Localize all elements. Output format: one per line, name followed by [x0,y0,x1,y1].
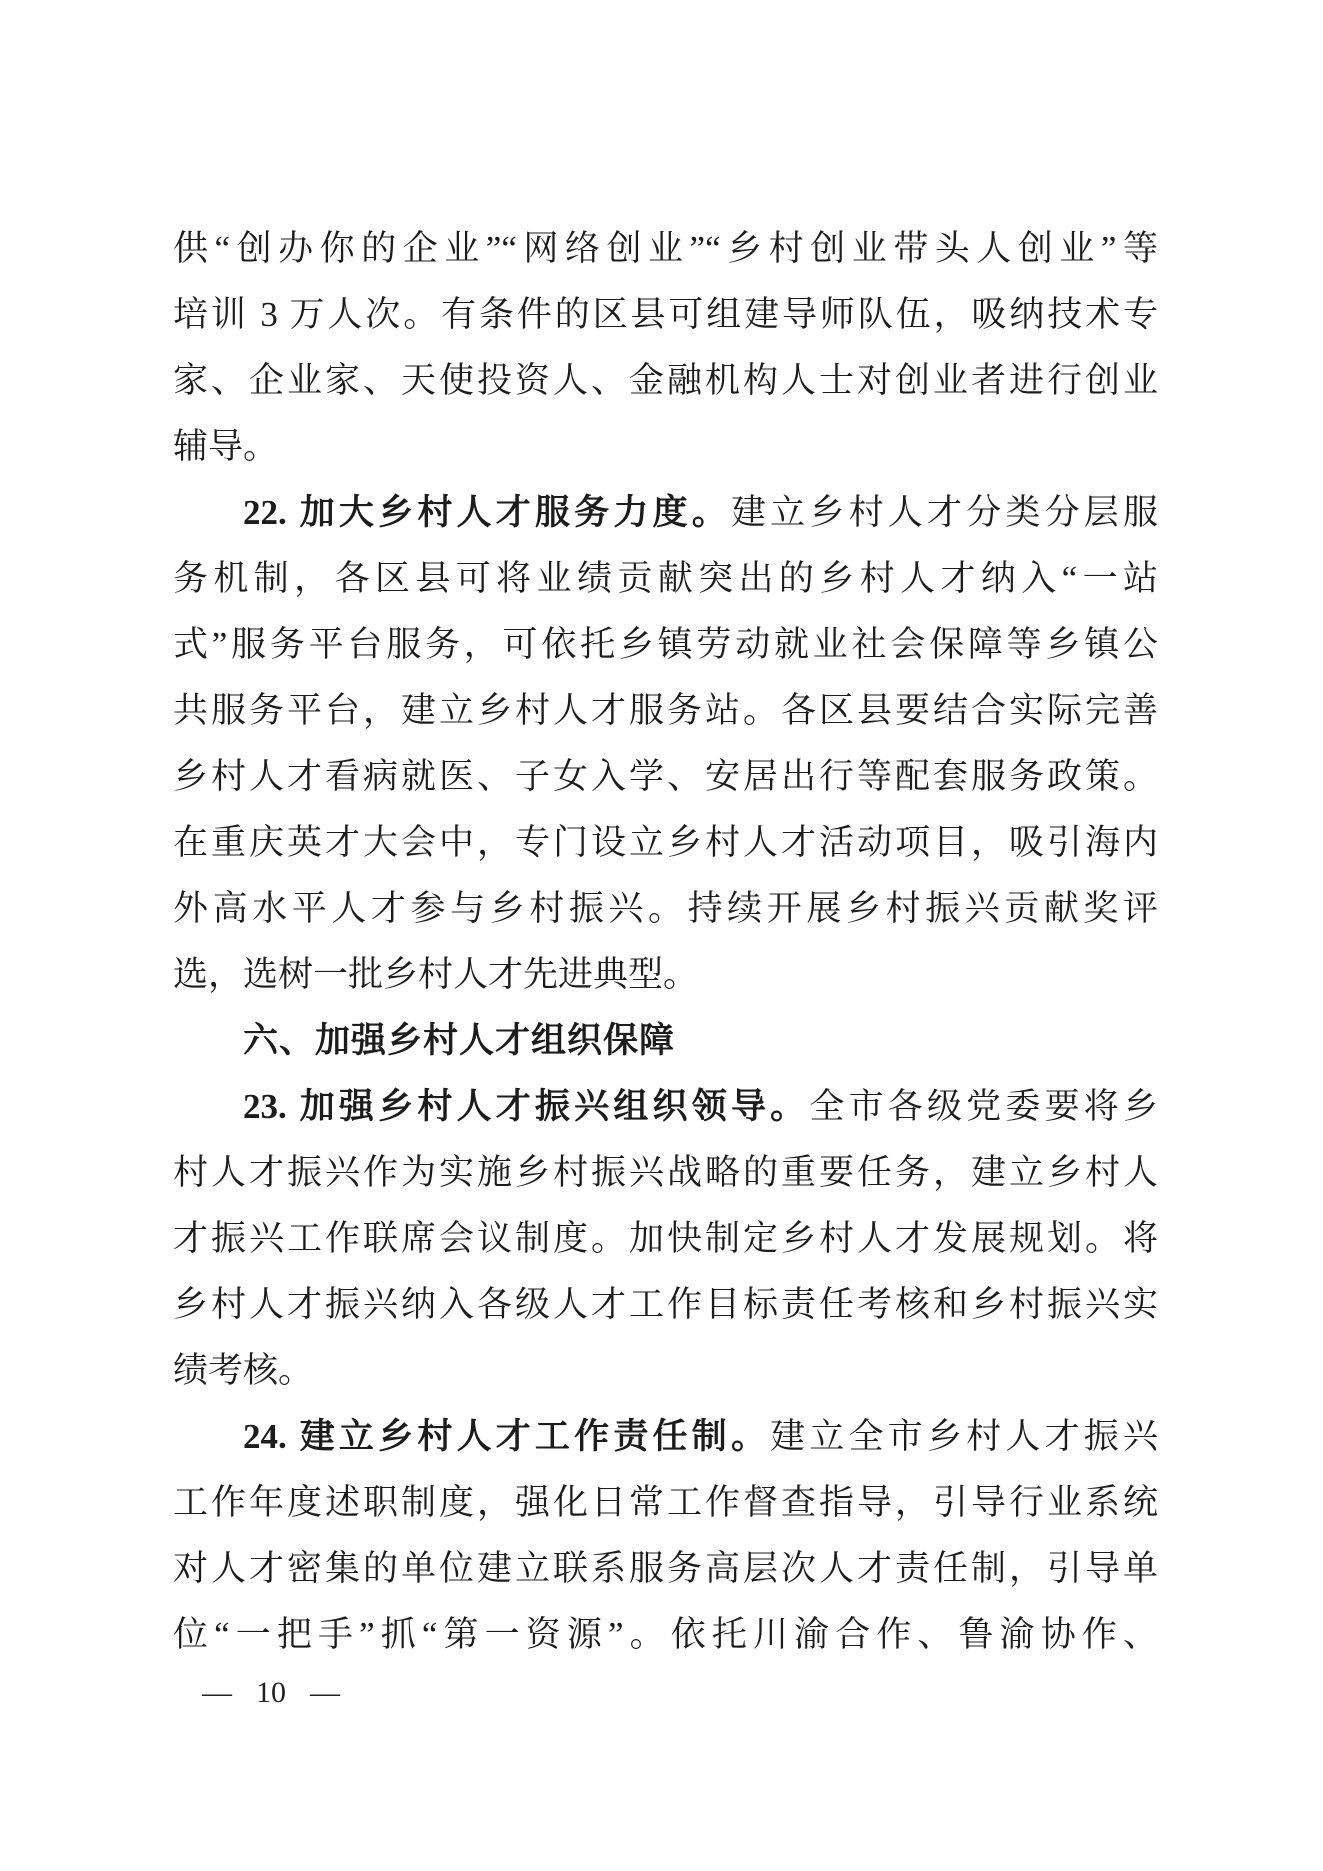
paragraph-number-lead: 23. 加强乡村人才振兴组织领导。 [243,1087,810,1126]
paragraph-end-line: 辅导。 [173,427,279,466]
section-heading-line [173,1008,1158,1074]
text-line: 对人才密集的单位建立联系服务高层次人才责任制，引导单 [173,1549,1158,1588]
page-footer [202,1676,340,1710]
text-line: 培训 3 万人次。有条件的区县可组建导师队伍，吸纳技术专 [173,295,1158,334]
paragraph-end-line: 绩考核。 [173,1351,314,1390]
text-line: 家、企业家、天使投资人、金融机构人士对创业者进行创业 [173,361,1158,400]
document-body [173,216,1158,1668]
paragraph-number-lead: 22. 加大乡村人才服务力度。 [243,493,731,532]
paragraph-start-line [173,1404,1158,1470]
text-line: 乡村人才看病就医、子女入学、安居出行等配套服务政策。 [173,757,1158,796]
paragraph-start-line [173,1074,1158,1140]
paragraph-text: 建立乡村人才分类分层服 [730,493,1158,532]
page-number: 10 [256,1676,286,1709]
section-heading: 六、加强乡村人才组织保障 [243,1021,676,1060]
text-line: 村人才振兴作为实施乡村振兴战略的重要任务，建立乡村人 [173,1153,1158,1192]
paragraph-end-line: 选，选树一批乡村人才先进典型。 [173,955,699,994]
text-line: 供“创办你的企业”“网络创业”“乡村创业带头人创业”等 [173,229,1158,268]
paragraph-text: 建立全市乡村人才振兴 [770,1417,1158,1456]
text-line: 务机制，各区县可将业绩贡献突出的乡村人才纳入“一站 [173,559,1158,598]
footer-dash-right: — [310,1676,340,1709]
footer-dash-left: — [202,1676,232,1709]
paragraph-text: 全市各级党委要将乡 [809,1087,1158,1126]
paragraph-number-lead: 24. 建立乡村人才工作责任制。 [243,1417,771,1456]
text-line: 才振兴工作联席会议制度。加快制定乡村人才发展规划。将 [173,1219,1158,1258]
text-line: 位“一把手”抓“第一资源”。依托川渝合作、鲁渝协作、 [173,1615,1158,1654]
text-line: 共服务平台，建立乡村人才服务站。各区县要结合实际完善 [173,691,1158,730]
paragraph-start-line [173,480,1158,546]
text-line: 乡村人才振兴纳入各级人才工作目标责任考核和乡村振兴实 [173,1285,1158,1324]
text-line: 在重庆英才大会中，专门设立乡村人才活动项目，吸引海内 [173,823,1158,862]
text-line: 外高水平人才参与乡村振兴。持续开展乡村振兴贡献奖评 [173,889,1158,928]
text-line: 式”服务平台服务，可依托乡镇劳动就业社会保障等乡镇公 [173,625,1158,664]
text-line: 工作年度述职制度，强化日常工作督查指导，引导行业系统 [173,1483,1158,1522]
